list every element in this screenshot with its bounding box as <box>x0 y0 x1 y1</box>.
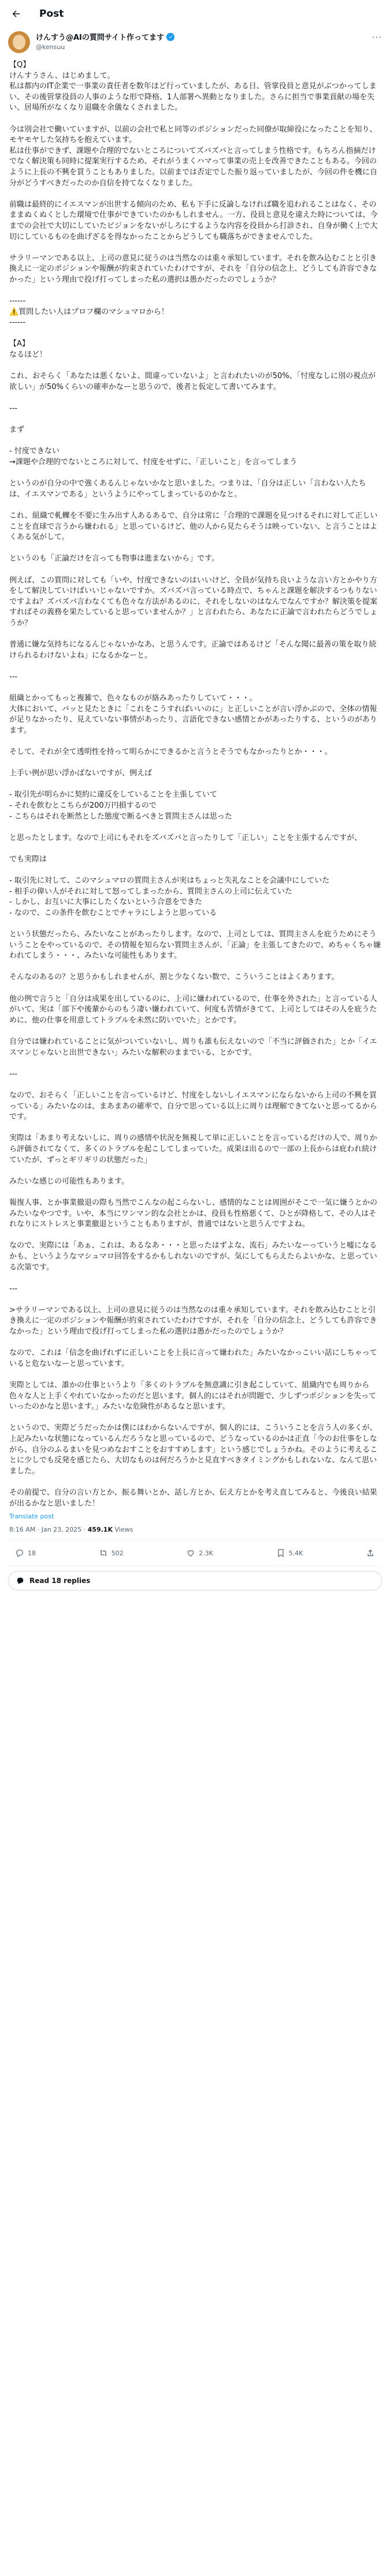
author-row <box>0 28 390 58</box>
reply-button[interactable] <box>15 1548 36 1558</box>
page-title: Post <box>39 8 64 20</box>
reply-icon <box>15 1548 24 1558</box>
translate-link[interactable]: Translate post <box>9 1513 54 1521</box>
post-timestamp[interactable]: 8:16 AM · Jan 23, 2025 <box>9 1526 82 1534</box>
author-name[interactable]: けんすう@AIの質問サイト作ってます <box>36 33 164 42</box>
read-replies-label: Read 18 replies <box>29 1577 91 1585</box>
repost-count: 502 <box>111 1549 124 1557</box>
views-count: 459.1K <box>87 1526 113 1534</box>
heart-icon <box>186 1548 195 1558</box>
views-label: Views <box>114 1526 133 1534</box>
repost-icon <box>99 1548 108 1558</box>
author-info <box>36 31 372 51</box>
avatar[interactable] <box>8 31 30 53</box>
top-bar <box>0 0 390 28</box>
repost-button[interactable] <box>99 1548 124 1558</box>
share-icon <box>366 1548 375 1558</box>
read-replies-button[interactable] <box>8 1571 382 1591</box>
author-handle[interactable]: @kensuu <box>36 43 65 51</box>
post-text: 【Q】 けんすうさん、はじめまして。 私は都内のIT企業で一事業の責任者を数年ほど行っていましたが、ある日、管掌役員と意見がぶつかってしまい、その後管掌役員の人事のような形で降格、1人部署へ異動となりました。さらに担当で事業貢献の場を失い、居場所がなくなり退職を余儀なくされました。 今は別会社で働いていますが、以前の会社で私と同等のポジションだった同僚が取締役になったことを知り、モヤモヤした気持ちを抱えています。 私は仕事ができず、課題や合理的でないところについてズバズバと言ってしまう性格です。もちろん指摘だけでなく解決策も同時に提案実行するため、それがうまくハマって事業の売上を改善できたこともある。今回のように上長の不興を買うこともありました。以前までは否定でした振り返っていましたが、今回の件を機に自分がどうすべきだったのか自信を持てなくなりました。 前職は最終的にイエスマンが出世する傾向のため、私も下手に反論しなければ職を追われることはなく、そのままぬくぬくとした環境で仕事ができていたのかもしれません。一方、役員と意見を違えた時については、今までの会社で大切にしていたビジョンをないがしろにするような内容を役員から打診され、自身が働く上で大切にしているものを曲げざるを得なかったことからどうしても職落ちができませんでした。 サラリーマンである以上、上司の意見に従うのは当然なのは重々承知しています。それを飲み込むことと引き換えに一定のポジションや報酬が約束されていたわけですが、それを「自分の信念上、どうしても許容できなかった」という理由で投げ打ってしまった私の選択は愚かだったのでしょうか？ ------ ⚠️質問したい人はプロフ欄のマシュマロから！ ------ 【A】 なるほど！ これ、おそらく「あなたは悪くないよ、間違っていないよ」と言われたいのが50%、「忖度なしに別の視点が欲しい」が50%くらいの確率かなーと思うので、後者と仮定して書いてみます。 --- まず - 忖度できない →課題や合理的でないところに対して、忖度をせずに、「正しいこと」を言ってしまう というのが自分の中で強くあるんじゃないかなと思いました。つまりは、「自分は正しい「言わない人たちは、イエスマンである」というようにやってしまっているのかなと。 これ、組織で軋轢を不要に生み出す人あるあるで、自分は常に「合理的で課題を見つけるそれに対して正しいことを直球で言うから嫌われる」と思っているけど、他の人から見たらそうは映っていない、と言うことはよくある気がして。 というのも「正論だけを言っても物事は進まないから」です。 例えば、この質問に対しても「いや、忖度できないのはいいけど、全員が気持ち良いような言い方とかやり方をして解決していけばいいじゃないですか。ズバズバ言っている時点で、ちゃんと課題を解決するつもりないですよね？ズバズバ言わなくても色々な方法があるのに、それをしないのはなんでなんですか？解決策を提案すればその義務を果たしていると思っていませんか？」と言われたら、あなたに正論で言われたらどうでしょうか？ 普通に嫌な気持ちになるんじゃないかなあ、と思うんです。正論ではあるけど「そんな聞に最善の策を取り続けられるわけないよね」になるかなーと。 --- 組織とかってもっと複雑で、色々なものが絡みあったりしていて・・・。 大体において、バッと見たときに「これをこうすればいいのに」と正しいことが言い浮かぶので、全体の情報が足りなかったり、見えていない事情があったり、言語化できない感情とかがあったりする、というのがあります。 そして、それが全て透明性を持って明らかにできるかと言うとそうでもなかったりとか・・・。 上手い例が思い浮かばないですが、例えば - 取引先が明らかに契約に違反をしていることを主張していて - それを飲むとこちらが200万円損するので - こちらはそれを断然とした態度で断るべきと質問主さんは思った と思ったとします。なので上司にもそれをズバズバと言ったりして「正しい」ことを主張するんですが、 でも実際は - 取引先に対して、このマシュマロの質問主さんが実はちょっと失礼なことを会議中にしていた - 相手の偉い人がそれに対して怒ってしまったから、質問主さんの上司に伝えていた - しかし、お互いに大事にしたくないという合意をできた - なので、この条件を飲むことでチャラにしようと思っている という状態だったら、みたいなことがあったりします。なので、上司としては、質問主さんを庇うためにそういうことをやっているので、その情報を知らない質問主さんが、「正論」を主張してきたので、めちゃくちゃ嫌われてしまう・・・、みたいな可能性もあります。 そんなのあるの？と思うかもしれませんが、割と少なくない数で、こういうことはよくあります。 他の例で言うと「自分は成果を出しているのに、上司に嫌われているので、仕事を外された」と言っている人がいて、実は「部下や後輩からのもう凄い嫌われていて、何度も苦情がきてて、上司としてはその人を庇うために、他の仕事を用意してトラブルを未然に防いでいた」とかです。 自分では嫌われていることに気がついていないし、周りも誰も伝えないので「不当に評価された」とか「イエスマンじゃないと出世できない」みたいな解釈のままでいる、とかです。 --- なので、おそらく「正しいことを言っているけど、忖度をしないしイエスマンにならないから上司の不興を買っている」みたいなのは、まあまあの確率で、自分で思っている以上に周りは理解できてないと思ってるからです。 実際は「あまり考えないしに、周りの感情や状況を無視して単に正しいことを言っているだけの人で、周りから評価されてなくて、多くのトラブルを起こしてしまっていた。成果は出るので一部の上長からは庇われ続けていたが、ずっとギリギリの状態だった」 みたいな感じの可能性もあります。 報復人事、とか事業撤退の際も当然でこんなの起こらないし、感情的なことは周囲がそこで一気に嫌うとかのみたいなやつです。いや、本当にワンマン的な会社とかは、役員も性格悪くて、ひとが降格して、その人はそれなりにストレスと事業撤退ということもありますが、普通ではないと思うんですよね。 なので、実際には「あぁ、これは、あるなあ・・・と思ったはずよな、流石」みたいなーっていうと嘘になるかも、というようなマシュマロ回答をするかもしれないのですが、気にしてもらえたらよいかな、と思っている次第です。 --- >サラリーマンである以上、上司の意見に従うのは当然なのは重々承知しています。それを飲み込むことと引き換えに一定のポジションや報酬が約束されていたわけですが、それを「自分の信念上、どうしても許容できなかった」という理由で投げ打ってしまった私の選択は愚かだったのでしょうか？ なので、これは「信念を曲げれずに正しいことを上長に言って嫌われた」みたいなかっこいい話にしちゃっていると危ないなーと思っています。 実際としては、誰かの仕事というより「多くのトラブルを無意識に引き起こしていて、組織内でも周りから色々な人と上手くやれていなかったのだと思います。個人的にはそれが問題で、少しずつポジションを失っていったのかなと思います。」みたいな危険性があるなと思います。 というので、実際どうだったかは僕にはわからないんですが、個人的には、こういうことを言う人の多くが、上記みたいな状態になっているんだろうなと思っているので、どうなっているのかは正直「今のお仕事をしながら、自分のふるまいを見つめなおすことをおすすめします」という感じでしょうかね。そのように考えることに少しでも反発を感じたら、大切なものは何だろうかと見直すべきタイミングかもしれないな、なんて思いました。 その前提で、自分の言い方とか、振る舞いとか、話し方とか、伝え方とかを考え直してみると、今後良い結果が出るかなと思いました！ <box>9 61 381 1508</box>
share-button[interactable] <box>366 1548 375 1558</box>
reply-bubble-icon <box>16 1576 25 1585</box>
action-bar <box>0 1540 390 1566</box>
more-options-icon[interactable]: ··· <box>372 32 382 43</box>
reply-count: 18 <box>28 1549 36 1557</box>
post-meta: 8:16 AM · Jan 23, 2025 · 459.1K Views <box>9 1526 133 1534</box>
verified-icon <box>166 33 174 41</box>
bookmark-icon <box>276 1548 285 1558</box>
like-count: 2.3K <box>199 1549 213 1557</box>
bookmark-count: 5.4K <box>288 1549 303 1557</box>
bookmark-button[interactable] <box>276 1548 303 1558</box>
like-button[interactable] <box>186 1548 213 1558</box>
back-arrow-icon[interactable] <box>8 6 24 22</box>
